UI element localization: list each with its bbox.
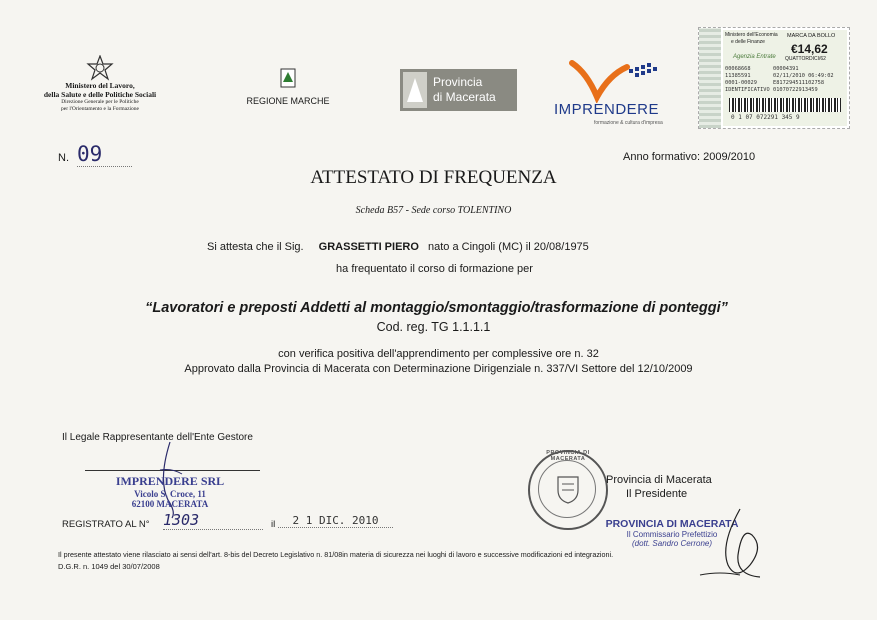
imprendere-logo <box>552 55 682 130</box>
imprendere-mark-icon <box>567 55 662 103</box>
seal-text: PROVINCIA DI MACERATA <box>546 450 590 462</box>
provincia-logo <box>400 69 517 111</box>
number-value: 09 <box>77 142 132 167</box>
footer-note: Il presente attestato viene rilasciato ai sensi dell'art. 8-bis del Decreto Legislativo n. 81/08in materia di sicurezza nei luoghi di lavoro e successive modificazioni ed integrazioni. <box>58 550 614 559</box>
provincia-logo-line2: di Macerata <box>433 90 496 104</box>
imprendere-logo-name: IMPRENDERE <box>554 101 660 118</box>
ministry-logo <box>30 55 170 113</box>
stamp-title1: Ministero dell'Economia <box>725 32 778 38</box>
stamp-code: IDENTIFICATIVO <box>725 87 770 93</box>
revenue-stamp <box>698 27 850 129</box>
stamp-amount-text: QUATTORDICI/62 <box>785 56 826 62</box>
commissario-line2: Il Commissario Prefettizio <box>626 530 718 539</box>
provincia-logo-line1: Provincia <box>433 75 483 89</box>
provincia-emblem-icon <box>403 72 427 108</box>
ministry-sub-line1: Direzione Generale per le Politiche <box>61 99 139 105</box>
ministry-name-line1: Ministero del Lavoro, <box>65 81 135 90</box>
stamp-title2: e delle Finanze <box>731 39 765 45</box>
page-title: ATTESTATO DI FREQUENZA <box>310 167 557 188</box>
scheda-line: Scheda B57 - Sede corso TOLENTINO <box>355 205 512 216</box>
presidente-label: Il Presidente <box>626 488 688 500</box>
provincia-signatory: Provincia di Macerata <box>606 474 712 486</box>
attesta-suffix: nato a Cingoli (MC) il 20/08/1975 <box>427 241 589 253</box>
attesta-prefix: Si attesta che il Sig. <box>207 241 304 253</box>
commissario-line1: PROVINCIA DI MACERATA <box>605 518 739 530</box>
legale-label: Il Legale Rappresentante dell'Ente Gestore <box>62 432 253 443</box>
stamp-code: 00004391 <box>773 66 799 72</box>
number-label: N. <box>58 152 69 164</box>
ministry-name-line2: della Salute e delle Politiche Sociali <box>43 90 157 99</box>
registrato-number: 1303 <box>163 511 263 530</box>
attesta-line <box>207 241 589 253</box>
verifica-line: con verifica positiva dell'apprendimento per complessive ore n. 32 <box>278 348 599 360</box>
regione-logo <box>238 68 338 106</box>
seal-crest-icon <box>556 474 580 504</box>
italian-emblem-icon <box>86 55 114 81</box>
stamp-barcode-text: 0 1 07 072291 345 9 <box>731 114 800 121</box>
cod-reg: Cod. reg. TG 1.1.1.1 <box>376 320 491 334</box>
company-stamp <box>105 474 235 509</box>
stamp-label: MARCA DA BOLLO <box>787 33 836 39</box>
footer-dgr: D.G.R. n. 1049 del 30/07/2008 <box>58 562 160 571</box>
regione-marche-icon <box>280 68 296 88</box>
stamp-barcode <box>729 98 841 112</box>
stamp-code: 02/11/2010 06:49:02 <box>773 73 834 79</box>
imprendere-logo-tagline: formazione & cultura d'impresa <box>594 120 663 126</box>
registrato-date: 2 1 DIC. 2010 <box>278 514 393 528</box>
ministry-sub-line2: per l'Orientamento e la Formazione <box>61 106 139 112</box>
president-signature-icon <box>680 505 790 585</box>
stamp-code: 00068668 <box>725 66 751 72</box>
company-stamp-address: Vicolo S. Croce, 11 <box>134 489 206 499</box>
stamp-brand: Agenzia Entrate <box>733 54 776 60</box>
company-stamp-city: 62100 MACERATA <box>131 499 209 509</box>
registrato-label: REGISTRATO AL N° <box>62 519 150 530</box>
attestee-name: GRASSETTI PIERO <box>318 241 419 253</box>
commissario-line3: (dott. Sandro Cerrone) <box>631 539 713 548</box>
stamp-code: 01070722913459 <box>773 87 818 93</box>
frequentato-line: ha frequentato il corso di formazione per <box>336 263 533 275</box>
course-title: “Lavoratori e preposti Addetti al montaggio/smontaggio/trasformazione di ponteggi” <box>145 300 728 316</box>
registrato-il: il <box>271 519 276 530</box>
stamp-code: E817294511102758 <box>773 80 825 86</box>
stamp-code: 11385591 <box>725 73 751 79</box>
regione-label: REGIONE MARCHE <box>246 96 330 106</box>
stamp-amount: €14,62 <box>791 42 828 56</box>
anno-formativo: Anno formativo: 2009/2010 <box>623 151 756 163</box>
company-stamp-name: IMPRENDERE SRL <box>115 474 225 488</box>
approvato-line: Approvato dalla Provincia di Macerata con Determinazione Dirigenziale n. 337/VI Settore del 12/10/2009 <box>184 363 693 375</box>
stamp-code: 0001-00029 <box>725 80 757 86</box>
